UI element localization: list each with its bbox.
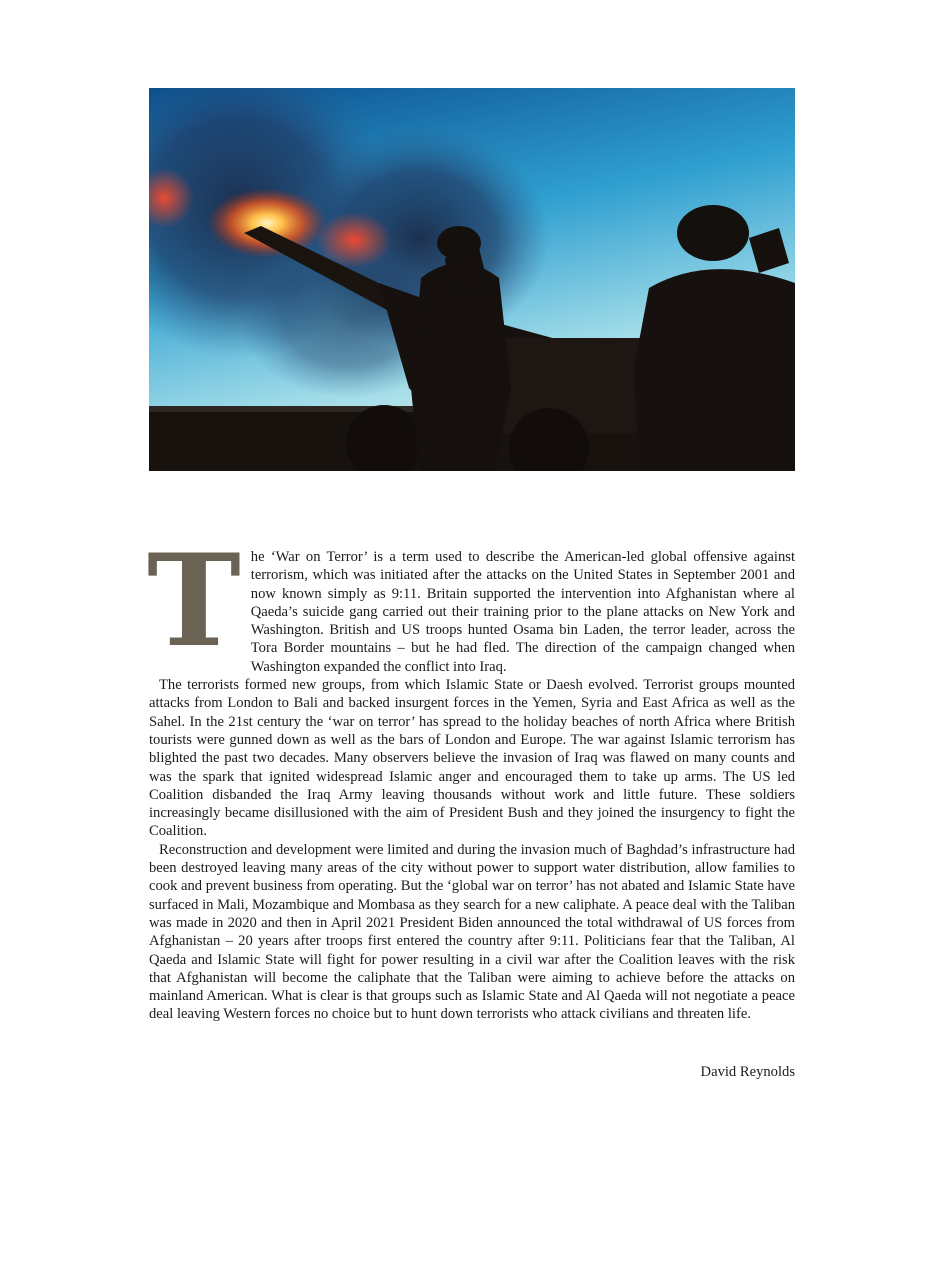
article-paragraph-2: The terrorists formed new groups, from which Islamic State or Daesh evolved. Terrorist groups mounted attacks from London to Bali and backed insurgent forces in the Yemen, Syria and East Africa as well as the Sahel. In the 21st century the ‘war on terror’ has spread to the holiday beaches of north Africa where British tourists were gunned down as well as the bars of London and Europe. The war against Islamic terrorism has blighted the past two decades. Many observers believe the invasion of Iraq was flawed on many counts and was the spark that ignited widespread Islamic anger and encouraged them to take up arms. The US led Coalition disbanded the Iraq Army leaving thousands without work and little future. These soldiers increasingly became disillusioned with the aim of President Bush and they joined the insurgency to fight the Coalition. [149,677,795,840]
drop-cap: T [147,527,241,675]
hero-photo-artillery-firing [149,88,795,471]
author-byline: David Reynolds [700,1064,795,1080]
article-body [147,527,795,1024]
artillery-silhouette-image [149,88,795,471]
article-paragraph-3: Reconstruction and development were limited and during the invasion much of Baghdad’s infrastructure had been destroyed leaving many areas of the city without power to support water distribution, allow families to cook and prevent business from operating. But the ‘global war on terror’ has not abated and Islamic State have surfaced in Mali, Mozambique and Mombasa as they search for a new caliphate. A peace deal with the Taliban was made in 2020 and then in April 2021 President Biden announced the total withdrawal of US forces from Afghanistan – 20 years after troops first entered the country after 9:11. Politicians fear that the Taliban, Al Qaeda and Islamic State will fight for power resulting in a civil war after the Coalition leaves with the risk that Afghanistan will become the caliphate that the Taliban were aiming to achieve before the attacks on mainland American. What is clear is that groups such as Islamic State and Al Qaeda will not negotiate a peace deal leaving Western forces no choice but to hunt down terrorists who attack civilians and threaten life. [149,841,795,1023]
article-paragraph-1: he ‘War on Terror’ is a term used to describe the American-led global offensive against terrorism, which was initiated after the attacks on the United States in September 2001 and now known simply as 9:11. Britain supported the intervention into Afghanistan where al Qaeda’s suicide gang carried out their training prior to the plane attacks on New York and Washington. British and US troops hunted Osama bin Laden, the terror leader, across the Tora Border mountains – but he had fled. The direction of the campaign changed when Washington expanded the conflict into Iraq. [250,549,795,675]
